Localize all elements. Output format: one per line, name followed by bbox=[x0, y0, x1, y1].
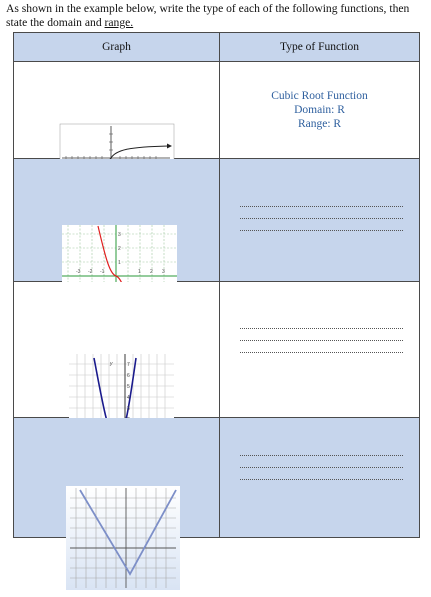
x-label-2: 2 bbox=[150, 269, 153, 275]
example-range: Range: R bbox=[297, 118, 342, 130]
y-tick-7: 7 bbox=[127, 361, 130, 368]
x-label-neg-2: -2 bbox=[88, 269, 93, 275]
x-label-1: 1 bbox=[138, 269, 141, 275]
instructions-line-1: As shown in the example below, write the type of each of the following functions, then bbox=[6, 2, 410, 15]
answer-cell-2[interactable] bbox=[220, 282, 420, 418]
functions-table bbox=[13, 32, 420, 538]
question-row-3 bbox=[14, 418, 420, 538]
y-label-1: 1 bbox=[118, 260, 121, 266]
header-row bbox=[14, 33, 420, 62]
y-label-2: 2 bbox=[118, 246, 121, 252]
graph-cell-3 bbox=[14, 418, 220, 538]
answer-lines-2[interactable] bbox=[220, 282, 419, 417]
y-tick-6: 6 bbox=[127, 372, 130, 379]
header-type-of-function: Type of Function bbox=[220, 33, 420, 62]
header-graph: Graph bbox=[14, 33, 220, 62]
instructions bbox=[6, 2, 430, 30]
answer-lines-1[interactable] bbox=[220, 159, 419, 281]
x-label-neg-1: -1 bbox=[100, 269, 105, 275]
example-graph-cell bbox=[14, 62, 220, 159]
question-row-1 bbox=[14, 159, 420, 282]
absolute-value-graph bbox=[14, 478, 219, 597]
y-axis-label: y bbox=[110, 360, 113, 367]
graph-cell-2 bbox=[14, 282, 220, 418]
y-tick-3: 3 bbox=[127, 405, 130, 412]
y-tick-4: 4 bbox=[127, 394, 130, 401]
answer-cell-3[interactable] bbox=[220, 418, 420, 538]
graph-cell-1 bbox=[14, 159, 220, 282]
y-label-3: 3 bbox=[118, 232, 121, 238]
example-answer bbox=[220, 89, 419, 131]
example-row bbox=[14, 62, 420, 159]
x-label-3: 3 bbox=[162, 269, 165, 275]
question-row-2 bbox=[14, 282, 420, 418]
instructions-line-2: state the domain and bbox=[6, 16, 105, 29]
example-answer-cell bbox=[220, 62, 420, 159]
example-function-type: Cubic Root Function bbox=[271, 90, 368, 102]
answer-lines-3[interactable] bbox=[220, 418, 419, 537]
x-label-neg-3: -3 bbox=[76, 269, 81, 275]
y-tick-5: 5 bbox=[127, 383, 130, 390]
instructions-range-word: range. bbox=[104, 16, 134, 29]
example-domain: Domain: R bbox=[294, 104, 345, 116]
answer-cell-1[interactable] bbox=[220, 159, 420, 282]
